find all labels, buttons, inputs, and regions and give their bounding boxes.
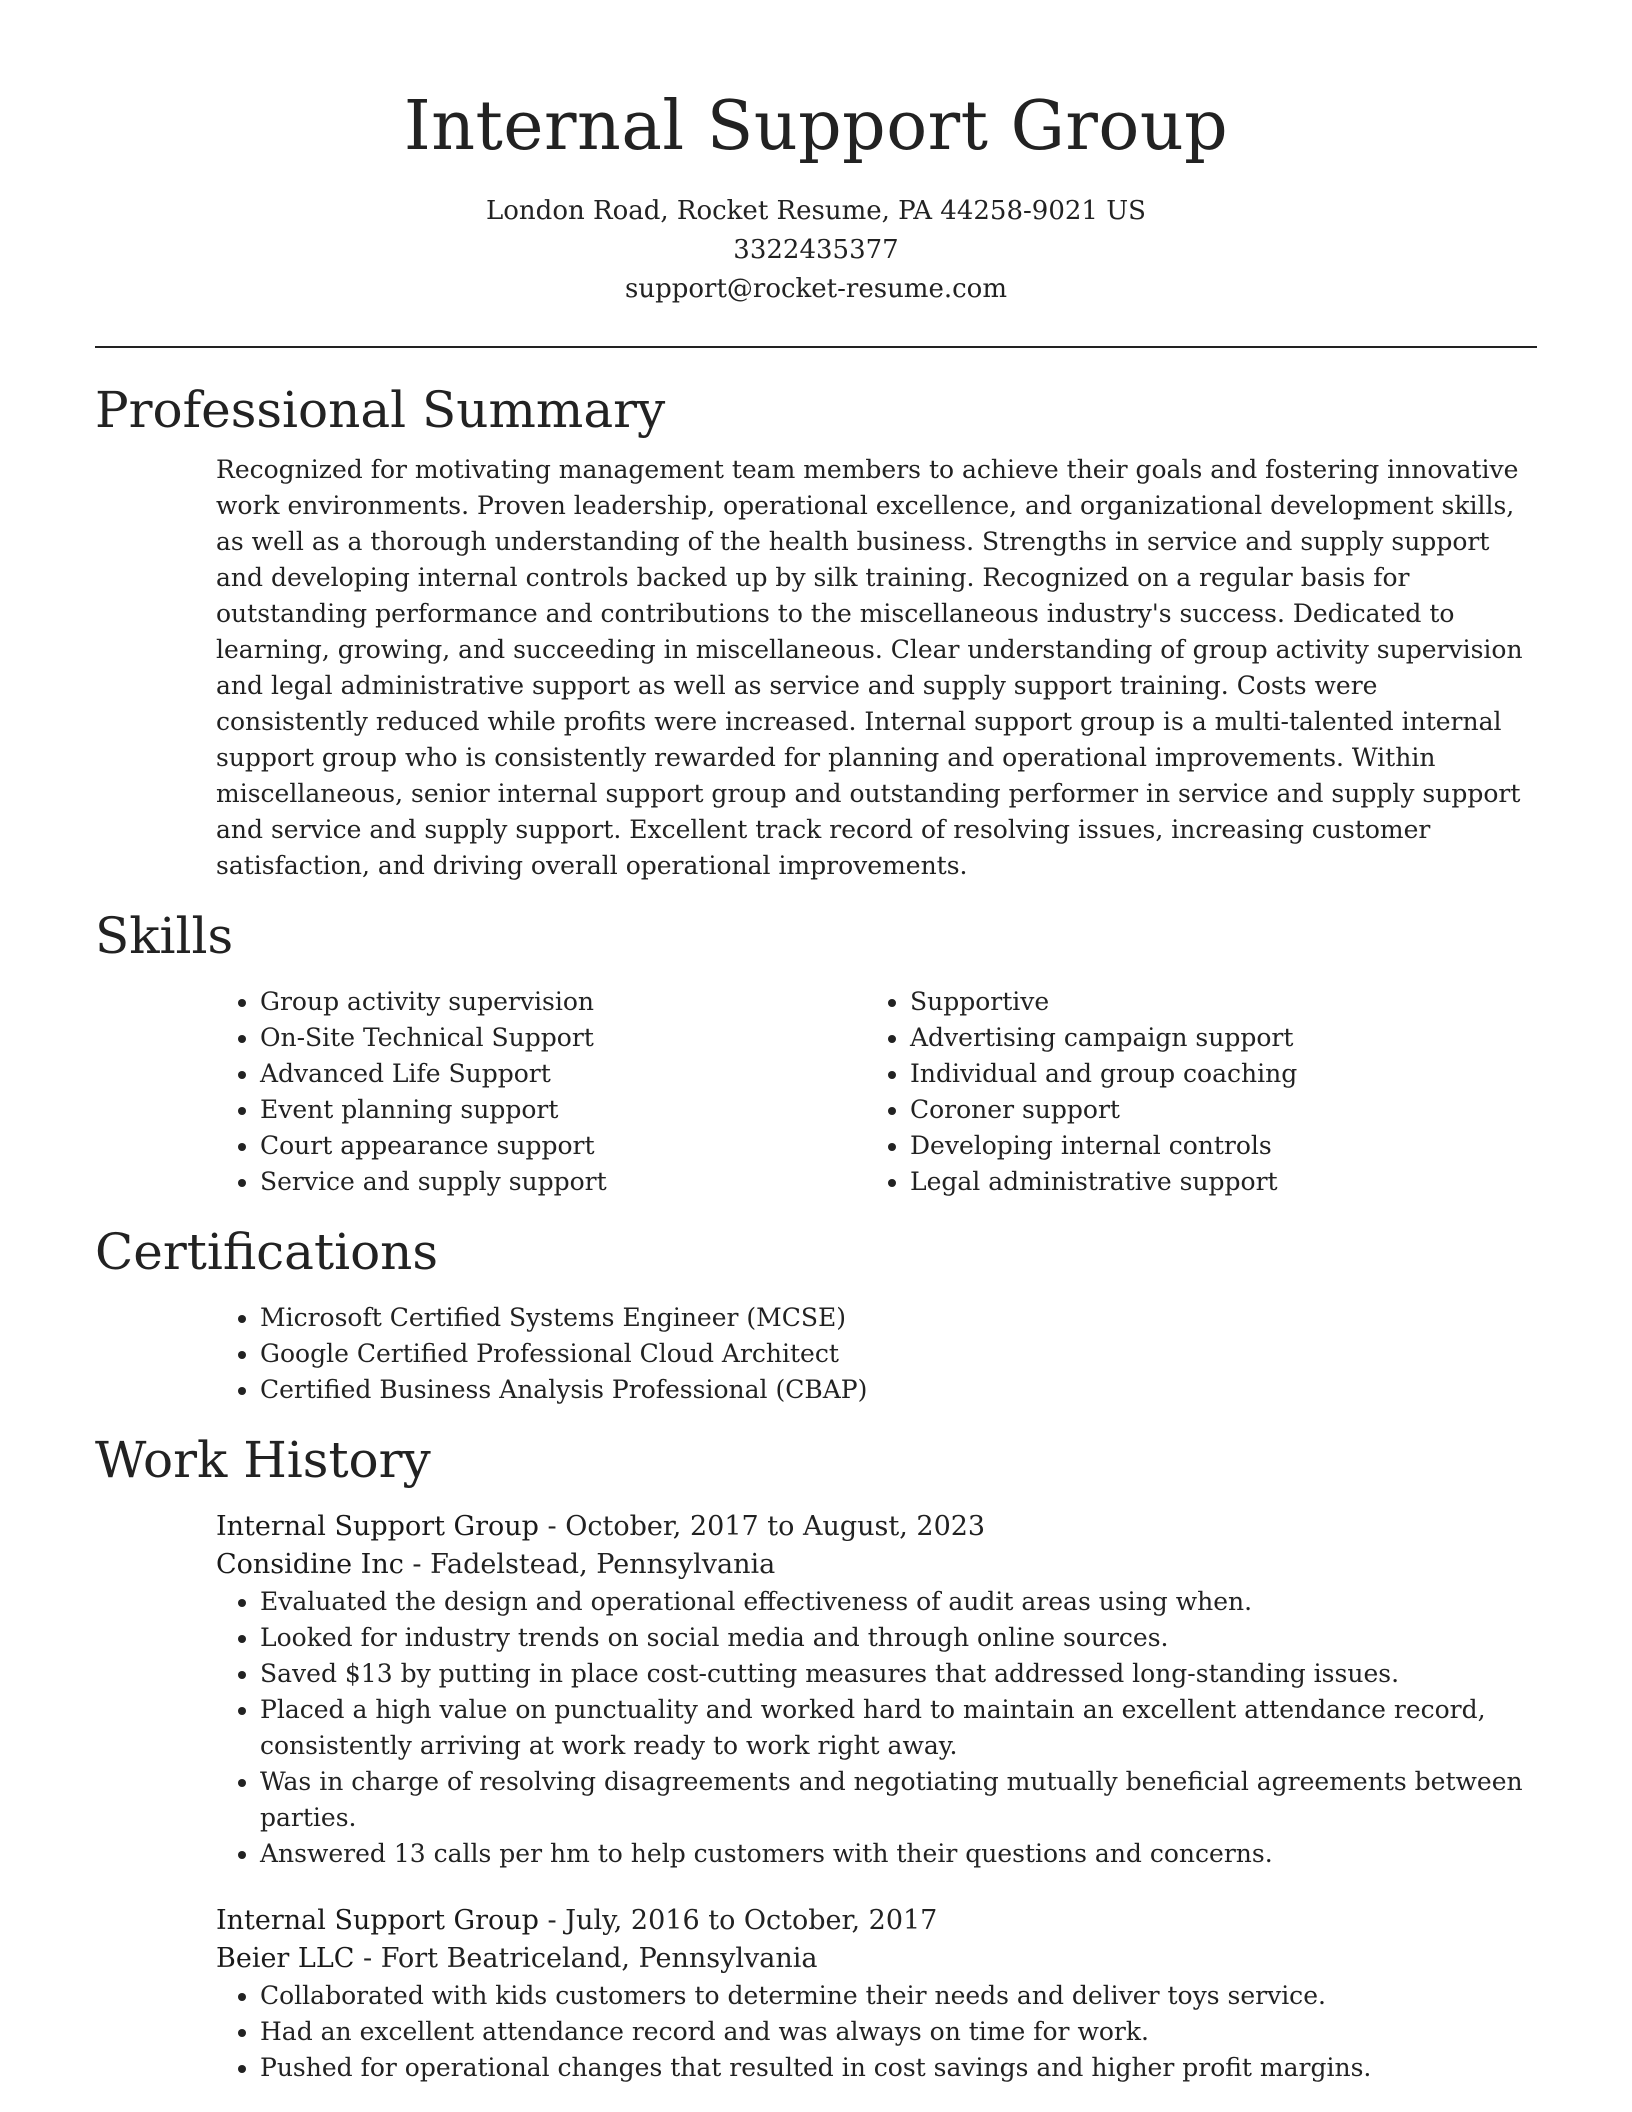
job-entry (216, 1902, 1537, 2086)
job-dates: - July, 2016 to October, 2017 (538, 1905, 938, 1936)
skill-item: • Service and supply support (260, 1164, 866, 1200)
job-duty: • Pushed for operational changes that resulted in cost savings and higher profit margins. (260, 2050, 1537, 2086)
job-duty: • Answered 13 calls per hm to help customers with their questions and concerns. (260, 1836, 1537, 1872)
skill-item: • Group activity supervision (260, 984, 866, 1020)
skills-column-right (866, 984, 1516, 1200)
skills-grid (216, 984, 1537, 1200)
skills-section (95, 906, 1537, 1200)
skill-item: • Advanced Life Support (260, 1056, 866, 1092)
skill-item: • Court appearance support (260, 1128, 866, 1164)
skill-item: • On-Site Technical Support (260, 1020, 866, 1056)
summary-text: Recognized for motivating management team members to achieve their goals and fostering innovative work environments. Proven leadership, operational excellence, and organizational development skills, as well as a thorough understanding of the health business. Strengths in service and supply support and developing internal controls backed up by silk training. Recognized on a regular basis for outstanding performance and contributions to the miscellaneous industry's success. Dedicated to learning, growing, and succeeding in miscellaneous. Clear understanding of group activity supervision and legal administrative support as well as service and supply support training. Costs were consistently reduced while profits were increased. Internal support group is a multi-talented internal support group who is consistently rewarded for planning and operational improvements. Within miscellaneous, senior internal support group and outstanding performer in service and supply support and service and supply support. Excellent track record of resolving issues, increasing customer satisfaction, and driving overall operational improvements. (216, 455, 1523, 880)
certification-item: • Certified Business Analysis Professional (CBAP) (260, 1372, 1537, 1408)
address: London Road, Rocket Resume, PA 44258-9021 US (486, 196, 1146, 226)
job-duty: • Evaluated the design and operational effectiveness of audit areas using when. (260, 1584, 1537, 1620)
skills-list-right (866, 984, 1516, 1200)
skill-item: • Individual and group coaching (910, 1056, 1516, 1092)
skills-list-left (216, 984, 866, 1200)
candidate-name: Internal Support Group (403, 87, 1229, 166)
certifications-section (95, 1222, 1537, 1408)
job-duties-list (216, 1584, 1537, 1872)
job-company: Considine Inc (216, 1549, 404, 1580)
certifications-list-wrap (216, 1300, 1537, 1408)
job-duty: • Had an excellent attendance record and was always on time for work. (260, 2014, 1537, 2050)
skill-item: • Developing internal controls (910, 1128, 1516, 1164)
job-location: - Fort Beatriceland, Pennsylvania (354, 1943, 818, 1974)
skill-item: • Coroner support (910, 1092, 1516, 1128)
contact-info (95, 192, 1537, 309)
work-history-section (95, 1430, 1537, 2086)
header-divider (95, 346, 1537, 348)
job-duty: • Placed a high value on punctuality and worked hard to maintain an excellent attendance record, consistently arriving at work ready to work right away. (260, 1692, 1537, 1764)
job-title-line (216, 1902, 1537, 1940)
job-title: Internal Support Group (216, 1905, 539, 1936)
job-duty: • Collaborated with kids customers to determine their needs and deliver toys service. (260, 1978, 1537, 2014)
skill-item: • Event planning support (260, 1092, 866, 1128)
job-duty: • Was in charge of resolving disagreements and negotiating mutually beneficial agreements between parties. (260, 1764, 1537, 1836)
skill-item: • Legal administrative support (910, 1164, 1516, 1200)
resume-header (95, 0, 1537, 309)
summary-title: Professional Summary (95, 381, 666, 439)
job-location: - Fadelstead, Pennsylvania (403, 1549, 776, 1580)
certifications-list (216, 1300, 1537, 1408)
job-company: Beier LLC (216, 1943, 355, 1974)
certification-item: • Google Certified Professional Cloud Architect (260, 1336, 1537, 1372)
work-history-title: Work History (95, 1431, 431, 1489)
job-duty: • Saved $13 by putting in place cost-cutting measures that addressed long-standing issues. (260, 1656, 1537, 1692)
certifications-title: Certifications (95, 1223, 439, 1281)
skills-title: Skills (95, 907, 234, 965)
certification-item: • Microsoft Certified Systems Engineer (MCSE) (260, 1300, 1537, 1336)
skills-column-left (216, 984, 866, 1200)
summary-section (95, 380, 1537, 884)
job-entry (216, 1508, 1537, 1872)
job-company-line (216, 1940, 1537, 1978)
job-title-line (216, 1508, 1537, 1546)
job-duties-list (216, 1978, 1537, 2086)
email: support@rocket-resume.com (624, 274, 1007, 304)
job-company-line (216, 1546, 1537, 1584)
job-dates: - October, 2017 to August, 2023 (538, 1511, 986, 1542)
job-duty: • Looked for industry trends on social media and through online sources. (260, 1620, 1537, 1656)
skill-item: • Supportive (910, 984, 1516, 1020)
skill-item: • Advertising campaign support (910, 1020, 1516, 1056)
phone: 3322435377 (733, 235, 899, 265)
job-title: Internal Support Group (216, 1511, 539, 1542)
